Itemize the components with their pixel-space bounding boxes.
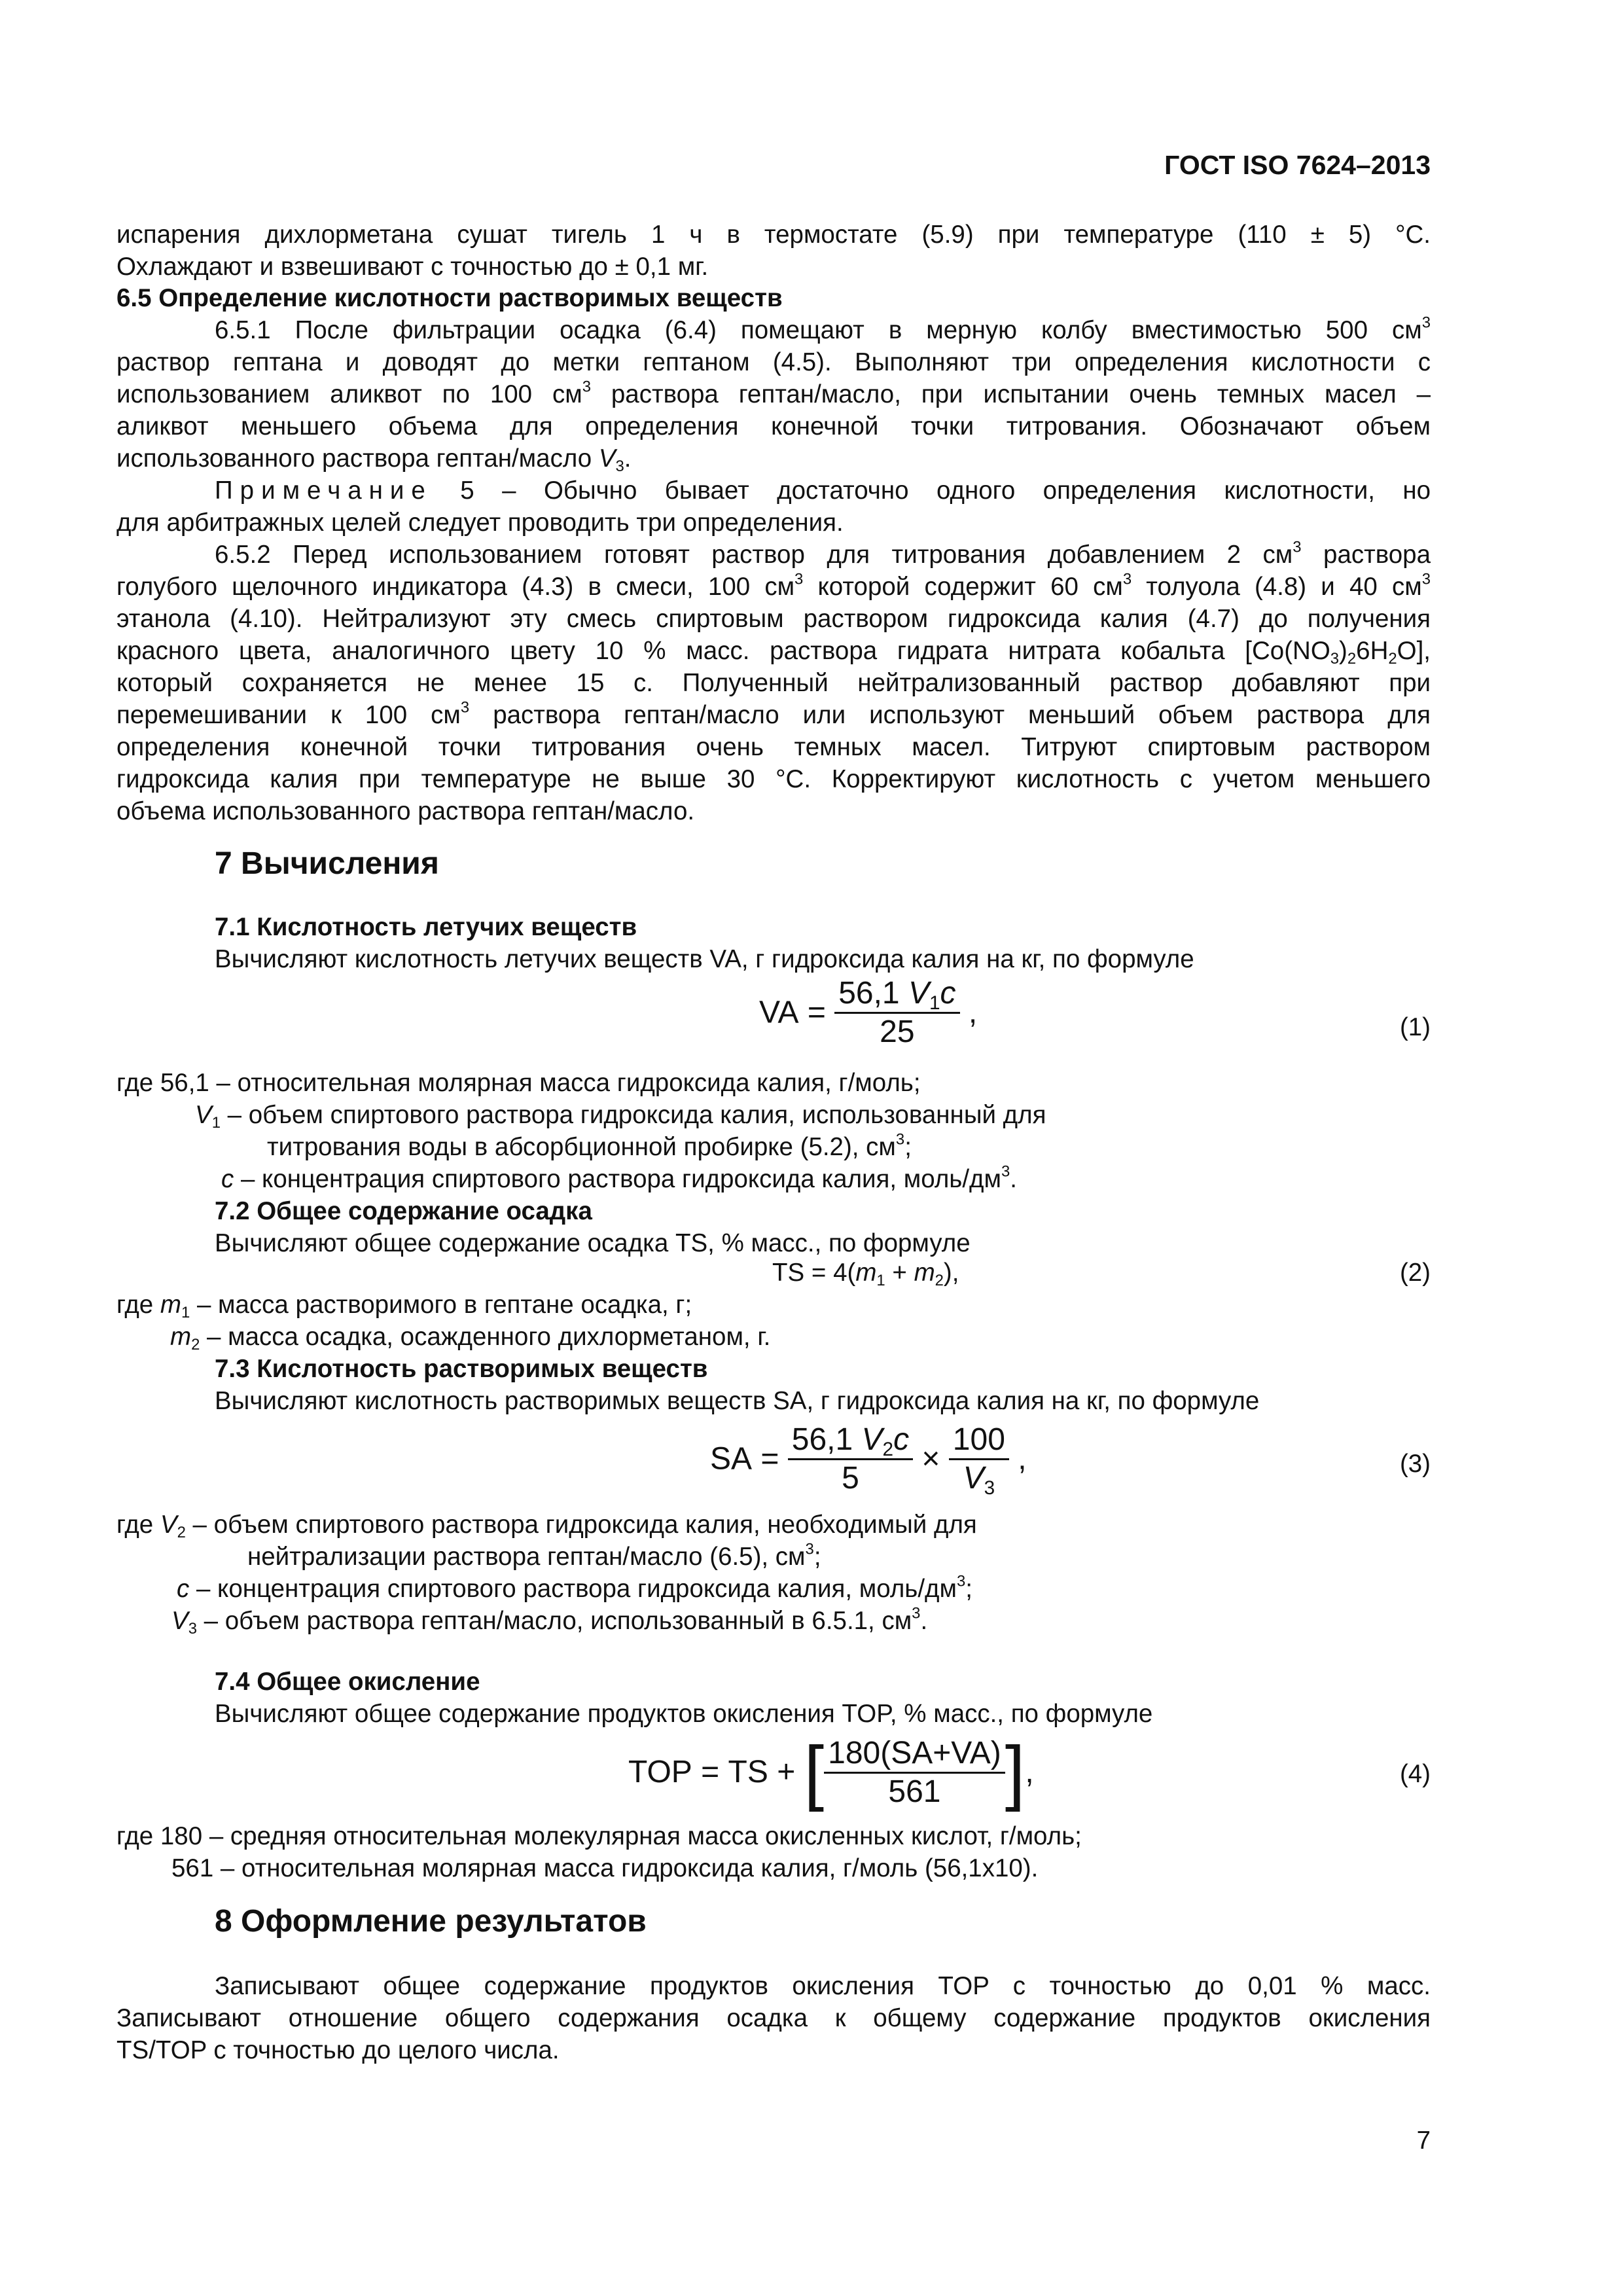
para-6-5-1-line-1: 6.5.1 После фильтрации осадка (6.4) помещают в мерную колбу вместимостью 500 $см^3$ [215,314,1431,344]
section-7-4-title: 7.4 Общее окисление [215,1668,480,1696]
para-6-5-2-line-6: перемешивании к 100 $см^3$ раствора гептан/масло или используют меньший объем раствора для [116,698,1431,729]
section-8-line-2: Записывают отношение общего содержания осадка к общему содержание продуктов окисления [116,2004,1431,2032]
where-7-1-line-3: титрования воды в абсорбционной пробирке (5.2), $см^3$; [267,1130,912,1161]
page-number: 7 [1416,2126,1431,2155]
equation-number-2: (2) [1399,1259,1431,1287]
section-8-line-1: Записывают общее содержание продуктов окисления TOP с точностью до 0,01 % масс. [215,1972,1431,2000]
para-6-5-1-line-5: использованного раствора гептан/масло $V_3$. [116,444,632,476]
equation-number-1: (1) [1399,1013,1431,1041]
para-6-5-2-line-9: объема использованного раствора гептан/масло. [116,797,695,825]
para-6-5-2-line-7: определения конечной точки титрования очень темных масел. Титруют спиртовым раствором [116,733,1431,761]
formula-3-fraction-2: $\frac{100}{V_3}$ [949,1422,1009,1497]
formula-3-fraction-1: $\frac{56,1 V_2c}{5}$ [788,1422,913,1497]
where-7-4-line-1: где 180 – средняя относительная молекулярная масса окисленных кислот, г/моль; [116,1822,1082,1850]
where-7-1-line-1: где 56,1 – относительная молярная масса гидроксида калия, г/моль; [116,1069,921,1097]
para-6-5-1-line-4: аликвот меньшего объема для определения конечной точки титрования. Обозначают объем [116,412,1431,440]
where-7-3-line-4: $V_3$ – объем раствора гептан/масло, использованный в 6.5.1, $см^3$. [171,1604,928,1638]
note-5-line-1: Примечание 5 – Обычно бывает достаточно одного определения кислотности, но [215,476,1431,505]
intro-line-2: Охлаждают и взвешивают с точностью до ± 0,1 мг. [116,253,709,281]
para-6-5-2-line-4: красного цвета, аналогичного цвету 10 % масс. раствора гидрата нитрата кобальта $[Co(NO_3)_26H_2O]$, [116,637,1431,668]
para-6-5-2-line-5: который сохраняется не менее 15 с. Полученный нейтрализованный раствор добавляют при [116,669,1431,697]
document-header: ГОСТ ISO 7624–2013 [1164,150,1431,180]
section-8-line-3: TS/TOP с точностью до целого числа. [116,2036,560,2064]
where-7-1-line-2: $V_1$ – объем спиртового раствора гидроксида калия, использованный для [195,1101,1046,1132]
section-7-2-title: 7.2 Общее содержание осадка [215,1197,592,1225]
formula-2: TS = $4(m_1 + m_2)$, [772,1259,959,1290]
section-7-1-intro: Вычисляют кислотность летучих веществ VA, г гидроксида калия на кг, по формуле [215,945,1194,973]
para-6-5-1-line-3: использованием аликвот по 100 $см^3$ раствора гептан/масло, при испытании очень темных масел – [116,378,1431,408]
section-7-2-intro: Вычисляют общее содержание осадка TS, % масс., по формуле [215,1229,971,1257]
where-7-2-line-1: где $m_1$ – масса растворимого в гептане осадка, г; [116,1291,692,1322]
where-7-4-line-2: 561 – относительная молярная масса гидроксида калия, г/моль (56,1х10). [171,1854,1039,1882]
where-7-1-line-4: c – концентрация спиртового раствора гидроксида калия, моль/$дм^3$. [221,1162,1017,1193]
equation-number-3: (3) [1399,1450,1431,1478]
section-8-title: 8 Оформление результатов [215,1904,647,1939]
para-6-5-2-line-1: 6.5.2 Перед использованием готовят раствор для титрования добавлением 2 $см^3$ раствора [215,538,1431,569]
para-6-5-1-line-2: раствор гептана и доводят до метки гептаном (4.5). Выполняют три определения кислотности с [116,348,1431,376]
where-7-3-line-3: c – концентрация спиртового раствора гидроксида калия, моль/$дм^3$; [177,1572,972,1603]
formula-1-fraction: $\frac{56,1 V_1c}{25}$ [834,975,959,1050]
formula-4-fraction: $\frac{180(SA+VA)}{561}$ [824,1735,1005,1810]
note-5-line-2: для арбитражных целей следует проводить три определения. [116,509,844,537]
where-7-3-line-2: нейтрализации раствора гептан/масло (6.5), $см^3$; [247,1540,821,1571]
para-6-5-2-line-2: голубого щелочного индикатора (4.3) в смеси, 100 $см^3$ которой содержит 60 $см^3$ толуола (4.8) и 40 $см^3$ [116,570,1431,601]
para-6-5-2-line-3: этанола (4.10). Нейтрализуют эту смесь спиртовым раствором гидроксида калия (4.7) до получения [116,605,1431,633]
formula-4: TOP = TS + [ $\frac{180(SA+VA)}{561}$ ], [628,1732,1034,1812]
equation-number-4: (4) [1399,1760,1431,1788]
intro-line-1: испарения дихлорметана сушат тигель 1 ч в термостате (5.9) при температуре (110 ± 5) °С. [116,221,1431,249]
section-7-3-intro: Вычисляют кислотность растворимых веществ SA, г гидроксида калия на кг, по формуле [215,1387,1260,1415]
section-7-1-title: 7.1 Кислотность летучих веществ [215,913,637,941]
section-6-5-title: 6.5 Определение кислотности растворимых веществ [116,284,783,312]
section-7-3-title: 7.3 Кислотность растворимых веществ [215,1355,708,1383]
formula-1: VA = $\frac{56,1 V_1c}{25}$ , [759,976,978,1049]
formula-3: SA = $\frac{56,1 V_2c}{5}$ × $\frac{100}{V_3}$ , [710,1422,1027,1499]
para-6-5-2-line-8: гидроксида калия при температуре не выше 30 °С. Корректируют кислотность с учетом меньшего [116,765,1431,793]
section-7-title: 7 Вычисления [215,846,439,881]
where-7-2-line-2: $m_2$ – масса осадка, осажденного дихлорметаном, г. [170,1323,771,1354]
section-7-4-intro: Вычисляют общее содержание продуктов окисления TOP, % масс., по формуле [215,1700,1153,1728]
where-7-3-line-1: где $V_2$ – объем спиртового раствора гидроксида калия, необходимый для [116,1511,977,1542]
